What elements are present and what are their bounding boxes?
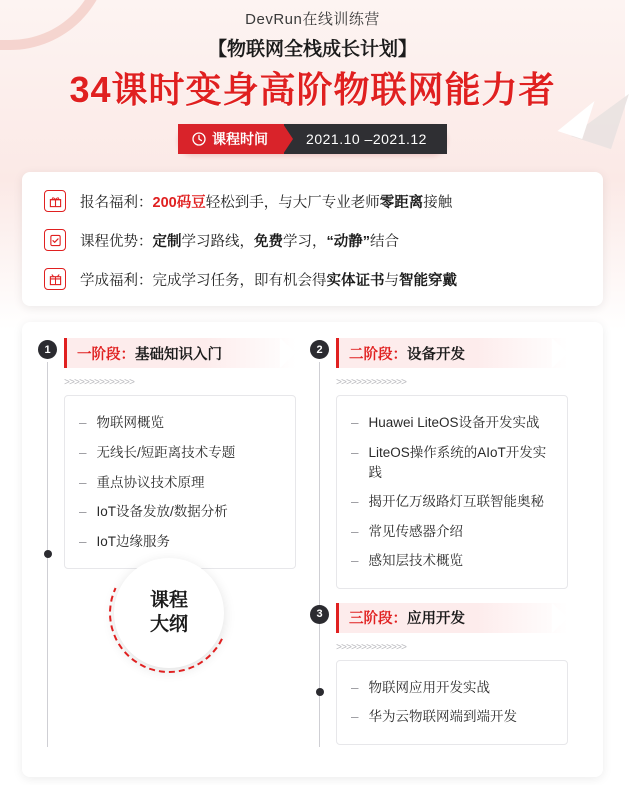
list-item-label: Huawei LiteOS设备开发实战 <box>368 415 540 431</box>
benefit-text-part: 智能穿戴 <box>399 272 457 289</box>
stage-number-badge: 2 <box>310 340 329 359</box>
list-item-label: 无线长/短距离技术专题 <box>96 444 236 460</box>
poster-header <box>0 0 625 154</box>
benefit-row <box>44 268 581 290</box>
stage-prefix: 三阶段： <box>349 611 407 628</box>
benefit-text-part: 实体证书 <box>326 272 385 289</box>
list-item-label: LiteOS操作系统的AIoT开发实践 <box>368 444 547 480</box>
page-title: 34课时变身高阶物联网能力者 <box>69 69 556 110</box>
benefit-text-part: “动静” <box>326 233 370 250</box>
outline-columns <box>38 338 587 759</box>
stage-1-block <box>38 338 296 569</box>
list-item-dash: – <box>351 553 359 569</box>
list-item-dash: – <box>351 494 359 510</box>
benefit-text-part: 结合 <box>370 233 399 250</box>
list-item-dash: – <box>79 474 87 490</box>
emblem-line-2: 大纲 <box>149 614 188 636</box>
stage-number-badge: 3 <box>310 605 329 624</box>
stage-banner <box>336 603 568 633</box>
benefit-text-part: 定制 <box>152 233 182 250</box>
stage-item-list <box>64 395 296 569</box>
benefit-text-part: 轻松到手，与大厂专业老师 <box>205 194 380 211</box>
list-item-dash: – <box>79 415 87 431</box>
checklist-icon <box>44 229 66 251</box>
course-time-label: 课程时间 <box>212 131 269 148</box>
list-item <box>79 468 285 498</box>
benefit-text-part: 200码豆 <box>152 194 206 211</box>
list-item <box>79 497 285 527</box>
list-item-label: 常见传感器介绍 <box>368 523 464 539</box>
stage-3 <box>310 603 568 745</box>
benefit-text-part: 接触 <box>423 194 453 211</box>
list-item-dash: – <box>79 504 87 520</box>
footer-spacer <box>0 777 625 785</box>
stage-banner-text <box>349 343 465 364</box>
stage-banner <box>64 338 296 368</box>
stage-1 <box>38 338 296 569</box>
benefit-text-part: 零距离 <box>379 194 424 211</box>
stage-name: 设备开发 <box>407 346 465 363</box>
list-item-label: IoT设备发放/数据分析 <box>96 504 228 520</box>
benefit-text-part: 报名福利： <box>80 194 153 211</box>
stage-number-badge: 1 <box>38 340 57 359</box>
stage-prefix: 一阶段： <box>77 346 135 363</box>
emblem-dashed-arc <box>92 536 246 690</box>
stage-name: 基础知识入门 <box>135 346 222 363</box>
gift-icon <box>44 190 66 212</box>
benefit-text <box>80 269 457 290</box>
benefit-row <box>44 229 581 251</box>
list-item-label: 物联网概览 <box>96 415 165 431</box>
brand-name: DevRun在线训练营 <box>245 11 380 28</box>
certificate-icon <box>44 268 66 290</box>
benefit-text-part: 学习， <box>283 233 327 250</box>
list-item <box>351 546 557 576</box>
list-item <box>79 408 285 438</box>
outline-column-right <box>310 338 568 759</box>
stage-2-block <box>310 338 568 588</box>
list-item-dash: – <box>79 444 87 460</box>
benefit-text-part: 免费 <box>254 233 283 250</box>
list-item <box>351 702 557 732</box>
stage-3-block <box>310 603 568 745</box>
list-item-dash: – <box>351 415 359 431</box>
list-item-dash: – <box>351 709 359 725</box>
course-time-value: 2021.10 –2021.12 <box>284 124 447 154</box>
stage-arrow-divider: >>>>>>>>>>>>>> <box>64 378 135 390</box>
program-subtitle: 【物联网全栈成长计划】 <box>207 39 417 60</box>
list-item <box>351 673 557 703</box>
stage-banner <box>336 338 568 368</box>
stage-banner-text <box>349 607 465 628</box>
list-item-dash: – <box>79 533 87 549</box>
stage-name: 应用开发 <box>407 611 465 628</box>
list-item <box>79 438 285 468</box>
list-item-dash: – <box>351 523 359 539</box>
benefit-text <box>80 191 452 212</box>
stage-arrow-divider: >>>>>>>>>>>>>> <box>336 378 407 390</box>
list-item <box>351 408 557 438</box>
list-item-label: IoT边缘服务 <box>96 533 171 549</box>
list-item <box>79 527 285 557</box>
list-item-label: 华为云物联网端到端开发 <box>368 709 518 725</box>
stage-prefix: 二阶段： <box>349 346 407 363</box>
benefit-text-part: 学习路线， <box>181 233 254 250</box>
list-item <box>351 517 557 547</box>
list-item-label: 物联网应用开发实战 <box>368 679 491 695</box>
stage-item-list <box>336 660 568 745</box>
benefit-text <box>80 230 399 251</box>
list-item-label: 感知层技术概览 <box>368 553 464 569</box>
list-item-dash: – <box>351 679 359 695</box>
outline-column-left <box>38 338 296 759</box>
list-item <box>351 438 557 487</box>
stage-2 <box>310 338 568 588</box>
list-item <box>351 487 557 517</box>
clock-icon <box>192 132 206 146</box>
benefit-row <box>44 190 581 212</box>
course-time-label-group <box>178 124 284 154</box>
list-item-dash: – <box>351 444 359 460</box>
stage-item-list <box>336 395 568 588</box>
stage-banner-text <box>77 343 222 364</box>
course-time-badge <box>178 124 447 154</box>
emblem-line-1: 课程 <box>149 589 188 611</box>
benefits-card <box>22 172 603 306</box>
benefit-text-part: 学成福利：完成学习任务，即有机会得 <box>80 272 327 289</box>
list-item-label: 揭开亿万级路灯互联智能奥秘 <box>368 494 545 510</box>
list-item-label: 重点协议技术原理 <box>96 474 205 490</box>
stage-arrow-divider: >>>>>>>>>>>>>> <box>336 642 407 654</box>
outline-card <box>22 322 603 777</box>
benefit-text-part: 与 <box>384 272 399 289</box>
outline-emblem <box>114 558 224 668</box>
benefit-text-part: 课程优势： <box>80 233 153 250</box>
